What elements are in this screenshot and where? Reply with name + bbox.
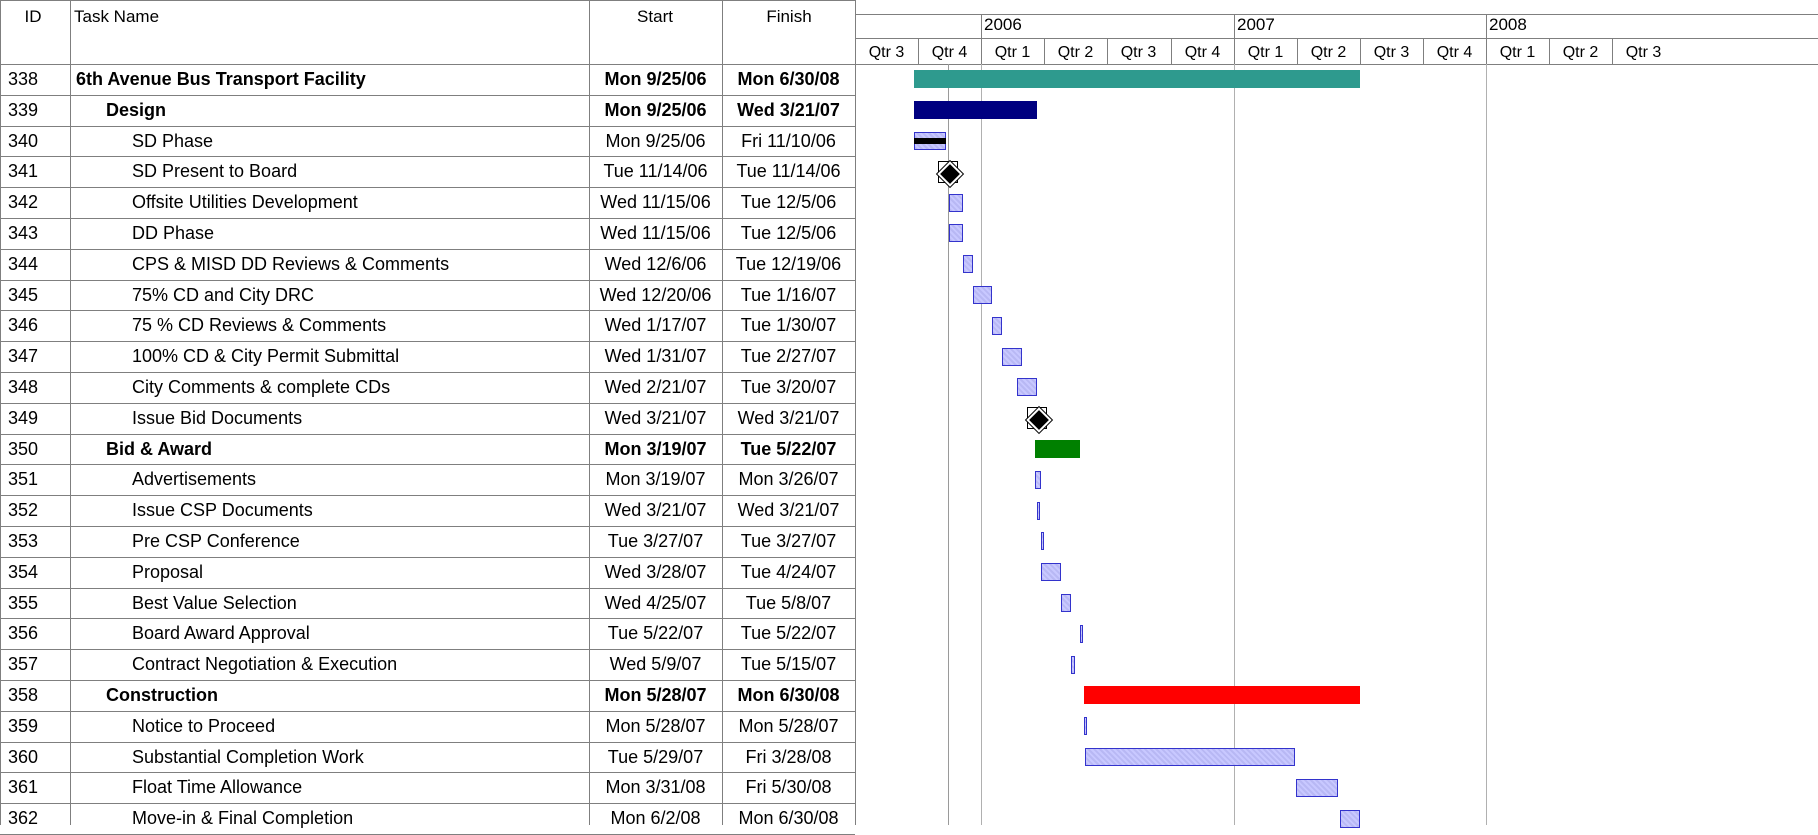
- task-name: Notice to Proceed: [132, 716, 276, 736]
- quarter-label: Qtr 3: [1373, 44, 1410, 61]
- task-start: Mon 5/28/07: [604, 685, 707, 705]
- table-row[interactable]: [0, 310, 855, 341]
- table-row[interactable]: [0, 249, 855, 280]
- task-id: 359: [8, 716, 39, 736]
- table-row-divider: [0, 0, 855, 1]
- task-bar[interactable]: [1002, 348, 1022, 366]
- table-row[interactable]: [0, 618, 855, 649]
- task-name: Board Award Approval: [132, 623, 310, 643]
- task-bar[interactable]: [973, 286, 992, 304]
- year-gridline: [1234, 64, 1235, 825]
- task-id: 356: [8, 623, 39, 643]
- task-name: 100% CD & City Permit Submittal: [132, 346, 400, 366]
- task-id: 352: [8, 500, 39, 520]
- table-row[interactable]: [0, 742, 855, 773]
- task-start: Tue 5/29/07: [607, 747, 704, 767]
- task-id: 346: [8, 315, 39, 335]
- task-start: Wed 2/21/07: [604, 377, 707, 397]
- task-name: Construction: [106, 685, 218, 705]
- task-start: Wed 4/25/07: [604, 593, 707, 613]
- quarter-label: Qtr 1: [994, 44, 1031, 61]
- task-id: 351: [8, 469, 39, 489]
- col-header-finish[interactable]: Finish: [766, 7, 812, 26]
- table-row[interactable]: [0, 803, 855, 834]
- table-row[interactable]: [0, 372, 855, 403]
- task-name: SD Present to Board: [132, 161, 298, 181]
- task-id: 342: [8, 192, 39, 212]
- task-id: 341: [8, 161, 39, 181]
- year-label: 2008: [1489, 15, 1527, 34]
- quarter-label: Qtr 3: [1625, 44, 1662, 61]
- quarter-label: Qtr 4: [931, 44, 968, 61]
- task-id: 357: [8, 654, 39, 674]
- task-start: Wed 5/9/07: [609, 654, 702, 674]
- task-start: Mon 5/28/07: [605, 716, 706, 736]
- table-row[interactable]: [0, 64, 855, 95]
- task-name: Best Value Selection: [132, 593, 297, 613]
- task-finish: Fri 11/10/06: [741, 131, 836, 151]
- task-start: Wed 3/28/07: [604, 562, 707, 582]
- timescale-divider: [855, 64, 1818, 65]
- task-finish: Wed 3/21/07: [737, 100, 840, 120]
- quarter-label: Qtr 4: [1436, 44, 1473, 61]
- table-row[interactable]: [0, 156, 855, 187]
- task-start: Mon 9/25/06: [604, 100, 707, 120]
- task-finish: Tue 3/27/07: [740, 531, 837, 551]
- table-row[interactable]: [0, 588, 855, 619]
- task-name: CPS & MISD DD Reviews & Comments: [132, 254, 450, 274]
- table-row[interactable]: [0, 680, 855, 711]
- task-id: 349: [8, 408, 39, 428]
- task-finish: Fri 5/30/08: [745, 777, 832, 797]
- table-row[interactable]: [0, 434, 855, 465]
- task-start: Wed 1/17/07: [604, 315, 707, 335]
- task-finish: Tue 1/30/07: [740, 315, 837, 335]
- task-finish: Tue 12/19/06: [735, 254, 842, 274]
- table-row[interactable]: [0, 772, 855, 803]
- task-bar[interactable]: [1061, 594, 1071, 612]
- quarter-label: Qtr 4: [1184, 44, 1221, 61]
- task-finish: Tue 5/15/07: [740, 654, 837, 674]
- summary-bar[interactable]: [1035, 440, 1080, 458]
- task-start: Mon 6/2/08: [610, 808, 701, 828]
- task-finish: Tue 12/5/06: [740, 223, 837, 243]
- task-finish: Mon 3/26/07: [738, 469, 839, 489]
- table-row[interactable]: [0, 464, 855, 495]
- task-name: 75 % CD Reviews & Comments: [132, 315, 387, 335]
- task-finish: Wed 3/21/07: [737, 500, 840, 520]
- task-id: 348: [8, 377, 39, 397]
- table-row[interactable]: [0, 95, 855, 126]
- task-name: Offsite Utilities Development: [132, 192, 358, 212]
- task-finish: Tue 3/20/07: [740, 377, 837, 397]
- col-header-task-name[interactable]: Task Name: [74, 7, 160, 26]
- task-bar[interactable]: [1084, 717, 1087, 735]
- task-name: Issue Bid Documents: [132, 408, 303, 428]
- quarter-label: Qtr 2: [1310, 44, 1347, 61]
- summary-bar[interactable]: [914, 101, 1037, 119]
- task-start: Mon 3/19/07: [605, 469, 706, 489]
- task-finish: Tue 2/27/07: [740, 346, 837, 366]
- table-row[interactable]: [0, 403, 855, 434]
- task-name: Pre CSP Conference: [132, 531, 300, 551]
- task-finish: Mon 6/30/08: [737, 69, 840, 89]
- progress-bar: [914, 138, 946, 144]
- col-header-id[interactable]: ID: [24, 7, 42, 26]
- table-row[interactable]: [0, 126, 855, 157]
- year-label: 2006: [984, 15, 1022, 34]
- table-row[interactable]: [0, 557, 855, 588]
- task-id: 350: [8, 439, 39, 459]
- task-id: 339: [8, 100, 39, 120]
- task-finish: Tue 11/14/06: [736, 161, 841, 181]
- task-finish: Mon 6/30/08: [737, 685, 840, 705]
- task-name: Bid & Award: [106, 439, 213, 459]
- task-bar[interactable]: [1071, 656, 1076, 674]
- year-label: 2007: [1237, 15, 1275, 34]
- task-name: Move-in & Final Completion: [132, 808, 354, 828]
- task-name: Design: [106, 100, 167, 120]
- task-id: 361: [8, 777, 39, 797]
- task-id: 344: [8, 254, 39, 274]
- task-start: Tue 5/22/07: [607, 623, 704, 643]
- task-start: Wed 1/31/07: [604, 346, 707, 366]
- quarter-label: Qtr 2: [1057, 44, 1094, 61]
- task-start: Mon 3/31/08: [605, 777, 706, 797]
- quarter-label: Qtr 1: [1247, 44, 1284, 61]
- task-bar[interactable]: [963, 255, 973, 273]
- table-row[interactable]: [0, 218, 855, 249]
- quarter-label: Qtr 1: [1499, 44, 1536, 61]
- task-name: Advertisements: [132, 469, 257, 489]
- task-id: 340: [8, 131, 39, 151]
- task-finish: Wed 3/21/07: [737, 408, 840, 428]
- year-gridline: [1486, 64, 1487, 825]
- task-finish: Tue 5/22/07: [740, 623, 837, 643]
- task-name: Issue CSP Documents: [132, 500, 313, 520]
- task-name: 6th Avenue Bus Transport Facility: [76, 69, 366, 89]
- task-name: City Comments & complete CDs: [132, 377, 391, 397]
- col-header-start[interactable]: Start: [637, 7, 673, 26]
- task-start: Wed 3/21/07: [604, 408, 707, 428]
- task-table: [0, 0, 855, 828]
- task-finish: Tue 12/5/06: [740, 192, 837, 212]
- task-finish: Tue 5/22/07: [740, 439, 837, 459]
- task-finish: Mon 6/30/08: [738, 808, 839, 828]
- timescale-divider: [855, 14, 856, 825]
- table-row[interactable]: [0, 187, 855, 218]
- table-row[interactable]: [0, 341, 855, 372]
- summary-bar[interactable]: [914, 70, 1360, 88]
- task-bar[interactable]: [1080, 625, 1083, 643]
- task-bar[interactable]: [1037, 502, 1040, 520]
- task-finish: Tue 4/24/07: [740, 562, 837, 582]
- task-finish: Mon 5/28/07: [738, 716, 839, 736]
- task-start: Wed 11/15/06: [600, 192, 711, 212]
- task-start: Tue 3/27/07: [607, 531, 704, 551]
- task-name: 75% CD and City DRC: [132, 285, 315, 305]
- task-id: 343: [8, 223, 39, 243]
- task-id: 354: [8, 562, 39, 582]
- task-bar[interactable]: [1035, 471, 1041, 489]
- summary-bar[interactable]: [1084, 686, 1360, 704]
- table-row[interactable]: [0, 649, 855, 680]
- task-bar[interactable]: [1017, 378, 1037, 396]
- task-id: 353: [8, 531, 39, 551]
- task-name: Substantial Completion Work: [132, 747, 364, 767]
- task-id: 345: [8, 285, 39, 305]
- table-row[interactable]: [0, 280, 855, 311]
- task-finish: Tue 5/8/07: [745, 593, 832, 613]
- table-row[interactable]: [0, 526, 855, 557]
- task-finish: Fri 3/28/08: [745, 747, 832, 767]
- task-name: SD Phase: [132, 131, 214, 151]
- task-bar[interactable]: [1041, 563, 1060, 581]
- task-start: Wed 12/20/06: [599, 285, 712, 305]
- task-id: 338: [8, 69, 39, 89]
- task-bar[interactable]: [1085, 748, 1295, 766]
- task-name: Proposal: [132, 562, 204, 582]
- table-row[interactable]: [0, 711, 855, 742]
- timeline-chart: [855, 0, 1818, 825]
- year-gridline: [981, 64, 982, 825]
- table-row[interactable]: [0, 495, 855, 526]
- task-start: Mon 9/25/06: [605, 131, 706, 151]
- task-id: 358: [8, 685, 39, 705]
- task-start: Tue 11/14/06: [603, 161, 708, 181]
- task-bar[interactable]: [992, 317, 1002, 335]
- task-bar[interactable]: [949, 194, 963, 212]
- task-id: 360: [8, 747, 39, 767]
- task-bar[interactable]: [1296, 779, 1338, 797]
- task-name: Float Time Allowance: [132, 777, 303, 797]
- quarter-label: Qtr 2: [1562, 44, 1599, 61]
- task-finish: Tue 1/16/07: [740, 285, 837, 305]
- task-start: Mon 3/19/07: [604, 439, 707, 459]
- task-bar[interactable]: [1041, 532, 1044, 550]
- timescale-divider: [855, 38, 1818, 39]
- task-name: DD Phase: [132, 223, 215, 243]
- quarter-label: Qtr 3: [1120, 44, 1157, 61]
- task-start: Wed 3/21/07: [604, 500, 707, 520]
- task-start: Wed 11/15/06: [600, 223, 711, 243]
- task-id: 355: [8, 593, 39, 613]
- task-bar[interactable]: [949, 224, 963, 242]
- task-start: Mon 9/25/06: [604, 69, 707, 89]
- task-id: 347: [8, 346, 39, 366]
- task-id: 362: [8, 808, 39, 828]
- quarter-label: Qtr 3: [868, 44, 905, 61]
- task-name: Contract Negotiation & Execution: [132, 654, 398, 674]
- task-start: Wed 12/6/06: [604, 254, 707, 274]
